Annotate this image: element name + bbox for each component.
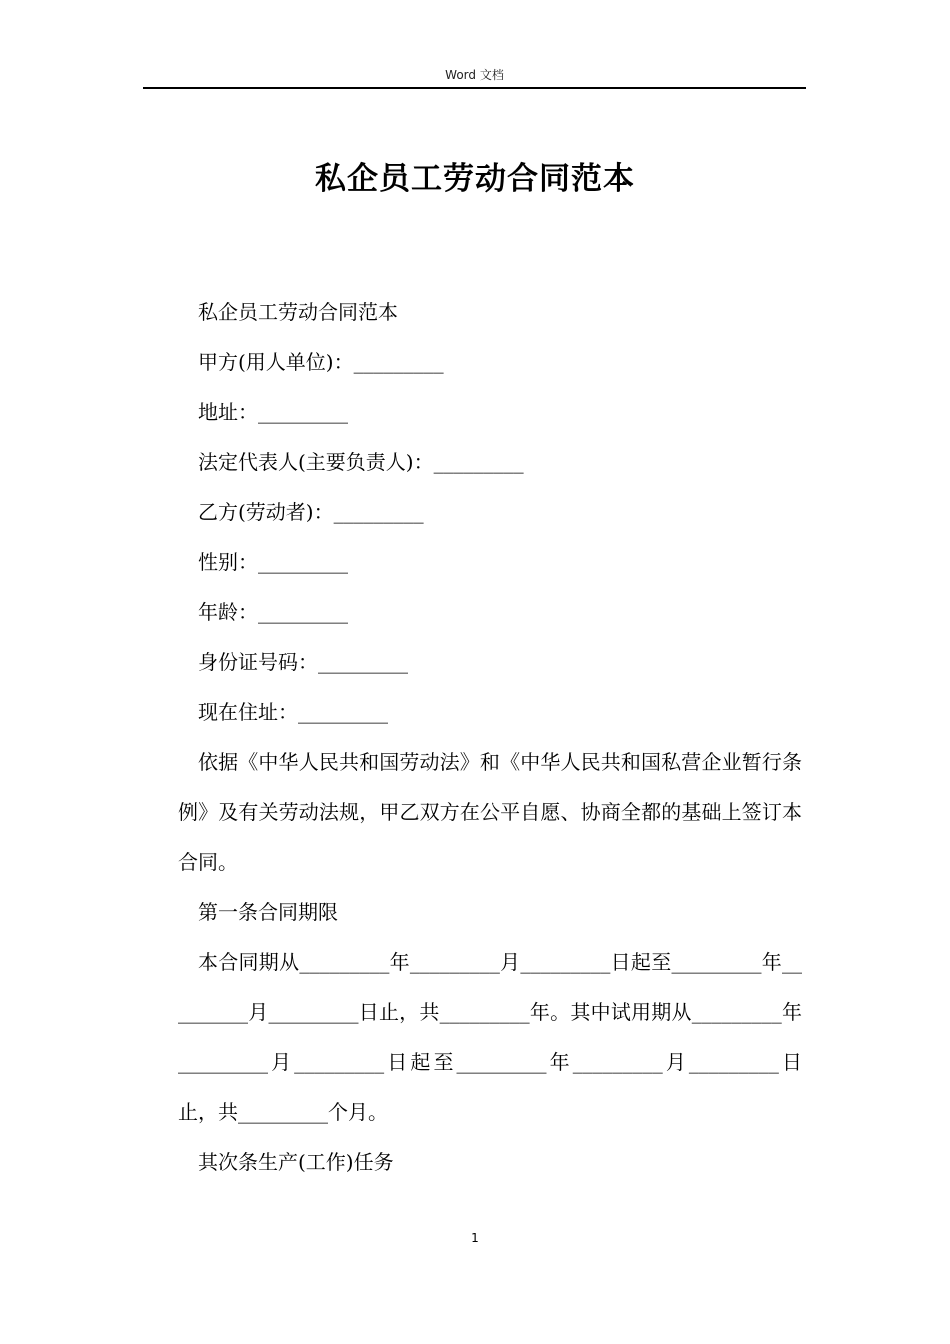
paragraph-subtitle: 私企员工劳动合同范本 xyxy=(198,300,398,324)
paragraph-id-number: 身份证号码：_________ xyxy=(198,650,408,674)
paragraph-address: 地址：_________ xyxy=(198,400,348,424)
paragraph-gender: 性别：_________ xyxy=(198,550,348,574)
page-header: Word 文档 xyxy=(445,68,504,82)
paragraph-article-2-heading: 其次条生产(工作)任务 xyxy=(198,1150,394,1174)
paragraph-party-a: 甲方(用人单位)：_________ xyxy=(198,350,444,374)
paragraph-basis: 依据《中华人民共和国劳动法》和《中华人民共和国私营企业暂行条例》及有关劳动法规，甲乙双方在公平自愿、协商全都的基础上签订本合同。 xyxy=(178,750,802,874)
document-title: 私企员工劳动合同范本 xyxy=(315,161,635,197)
page-number: 1 xyxy=(471,1231,479,1245)
paragraph-legal-representative: 法定代表人(主要负责人)：_________ xyxy=(198,450,524,474)
paragraph-article-1-heading: 第一条合同期限 xyxy=(198,900,338,924)
paragraph-age: 年龄：_________ xyxy=(198,600,348,624)
paragraph-current-address: 现在住址：_________ xyxy=(198,700,388,724)
document-body xyxy=(178,287,802,1187)
paragraph-party-b: 乙方(劳动者)：_________ xyxy=(198,500,424,524)
header-rule xyxy=(143,87,806,89)
paragraph-contract-term: 本合同期从_________年_________月_________日起至_________年_________月_________日止，共_________年。其中试用期从_________年_________月_________日起至_________年_________月_________日止，共_________个月。 xyxy=(178,950,802,1124)
